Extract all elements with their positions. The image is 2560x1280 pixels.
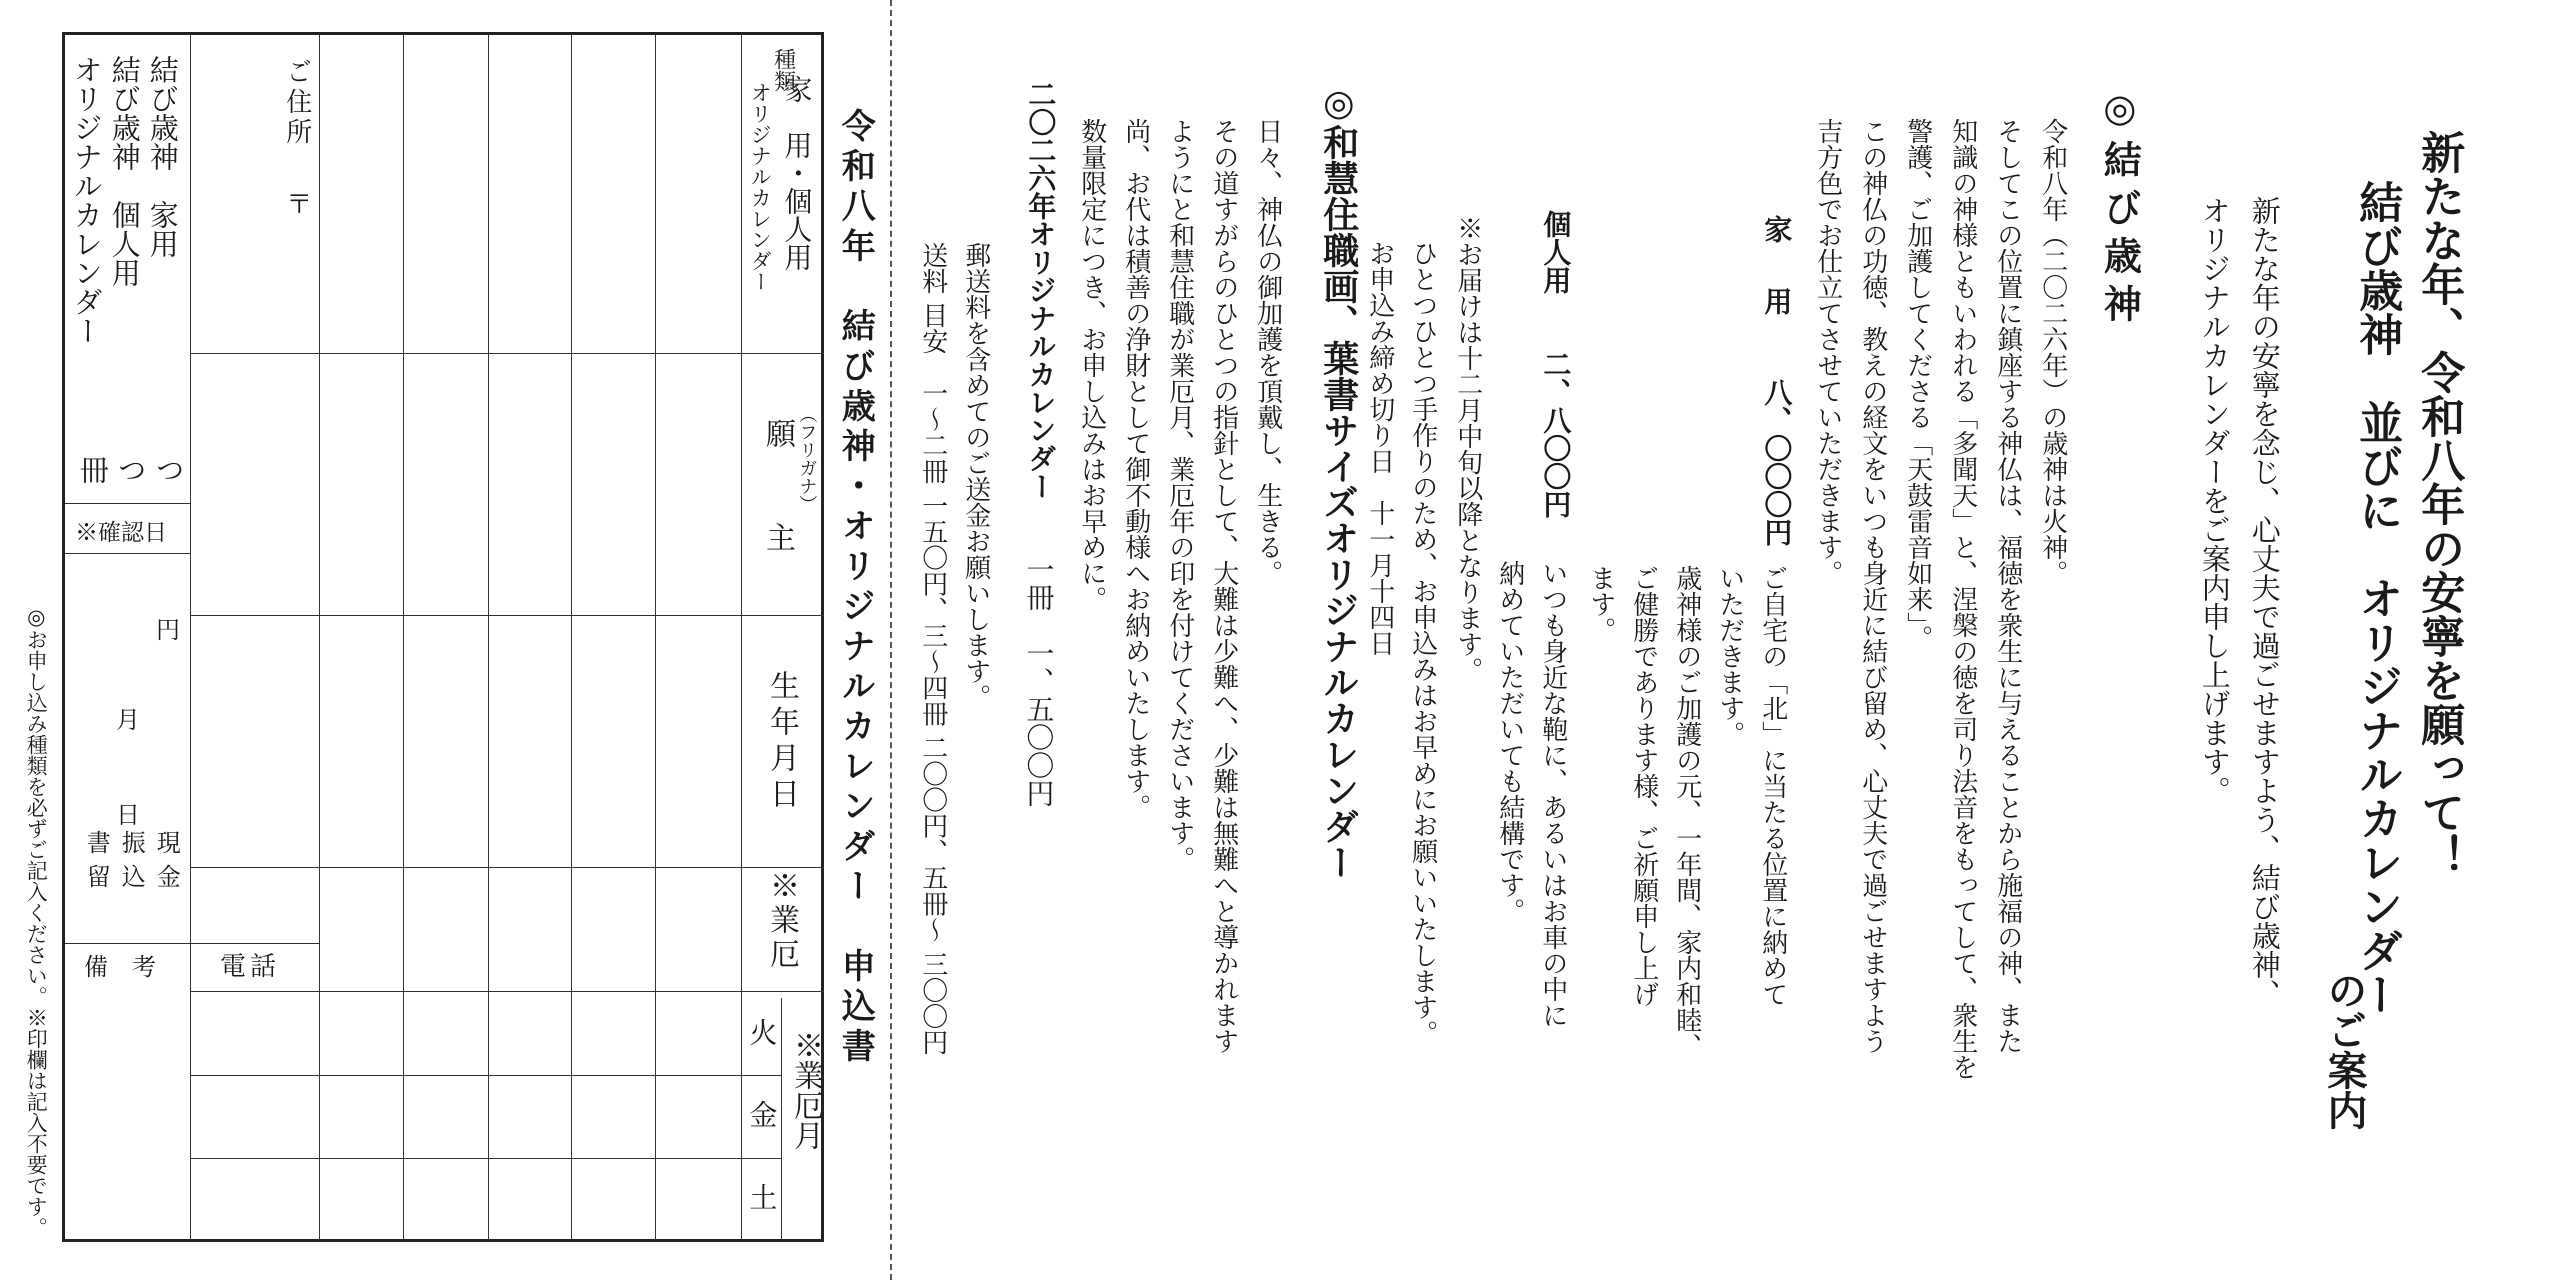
element-fire: 火 xyxy=(745,1018,779,1046)
count-unit: 冊 xyxy=(75,455,110,484)
home-use-note: いただきます。 xyxy=(1714,565,1745,747)
intro-title-line1: 新たな年、令和八年の安寧を願って！ xyxy=(2413,130,2465,878)
personal-use-label: 個人用 xyxy=(1539,210,1573,294)
toshigami-line: 吉方色でお仕立てさせていただきます。 xyxy=(1812,118,1843,586)
calendar-item-label: 二〇二六年オリジナルカレンダー xyxy=(1024,80,1058,500)
toshigami-line: 知識の神様ともいわれる「多聞天」と、涅槃の徳を司り法音をもってして、衆生を xyxy=(1947,118,1978,1080)
home-use-note: ます。 xyxy=(1585,565,1616,643)
calendar-line: 尚、お代は積善の浄財として御不動様へお納めいたします。 xyxy=(1120,118,1151,820)
type-value-line2: オリジナルカレンダー xyxy=(748,82,773,292)
element-metal: 金 xyxy=(745,1100,779,1128)
personal-use-note: 納めていただいても結構です。 xyxy=(1494,560,1525,924)
payment-cash: 現金 xyxy=(152,830,181,898)
confirm-label: ※確認日 xyxy=(75,520,167,546)
form-title: 令和八年 結び歳神・オリジナルカレンダー 申込書 xyxy=(835,108,876,1068)
delivery-note: ※お届けは十二月中旬以降となります。 xyxy=(1452,215,1483,683)
toshigami-line: 令和八年（二〇二六年）の歳神は火神。 xyxy=(2037,118,2068,586)
delivery-note: ひとつひとつ手作りのため、お申込みはお早めにお願いいたします。 xyxy=(1407,240,1438,1046)
shipping-note: 郵送料を含めてのご送金お願いします。 xyxy=(960,242,991,710)
phone-label: 電話 xyxy=(220,952,281,982)
delivery-note: お申込み締め切り日 十一月十四日 xyxy=(1364,240,1395,656)
applicant-ruby: （フリガナ） xyxy=(796,405,818,513)
birth-date-header: 生年月日 xyxy=(764,670,799,814)
toshigami-line: そしてこの位置に鎮座する神仏は、福徳を衆生に与えることから施福の神、また xyxy=(1992,118,2023,1054)
payment-registered: 書留 xyxy=(82,830,111,898)
applicant-header2: 主 xyxy=(760,522,795,552)
home-use-price: 八、〇〇〇円 xyxy=(1760,378,1794,546)
applicant-header: 願 xyxy=(760,418,795,448)
calendar-line: 日々、神仏の御加護を頂戴し、生きる。 xyxy=(1252,118,1283,586)
home-use-note: ご健勝であります様、ご祈願申し上げ xyxy=(1628,565,1659,1007)
item-personal-use: 結び歳神 個人用 xyxy=(107,55,142,287)
home-use-note: 歳神様のご加護の元、一年間、家内和睦、 xyxy=(1671,565,1702,1059)
intro-title-line3: のご案内 xyxy=(2321,970,2368,1130)
day-label: 日 xyxy=(116,801,140,829)
footer-note: ◎お申し込み種類を必ずご記入ください。※印欄は記入不要です。 xyxy=(24,605,49,1238)
calendar-heading: ◎和慧住職画、葉書サイズオリジナルカレンダー xyxy=(1317,82,1360,880)
item-calendar: オリジナルカレンダー xyxy=(69,55,104,345)
calendar-item-price: 一冊 一、五〇〇円 xyxy=(1022,555,1056,807)
intro-body-line1: 新たな年の安寧を念じ、心丈夫で過ごせますよう、結び歳神、 xyxy=(2247,196,2282,1008)
payment-transfer: 振込 xyxy=(117,830,146,898)
yakudoshi-month-header: ※業厄月 xyxy=(788,1030,823,1150)
shipping-rates: 送料 目安 一〜二冊 一五〇円、三〜四冊 二〇〇円、五冊〜 三〇〇円 xyxy=(917,242,948,1056)
count-unit: つ xyxy=(151,455,186,484)
postal-mark: 〒 xyxy=(281,190,312,216)
type-header: 種類 xyxy=(770,48,796,92)
type-value-line1: 家 用・個人用 xyxy=(780,75,814,271)
personal-use-price: 二、八〇〇円 xyxy=(1539,350,1573,518)
calendar-line: その道すがらのひとつの指針として、大難は少難へ、少難は無難へと導かれます xyxy=(1208,118,1239,1054)
toshigami-line: 警護、ご加護してくださる「天鼓雷音如来」。 xyxy=(1902,118,1933,651)
home-use-label: 家 用 xyxy=(1760,215,1794,323)
intro-body-line2: オリジナルカレンダーをご案内申し上げます。 xyxy=(2197,196,2232,805)
calendar-line: 数量限定につき、お申し込みはお早めに。 xyxy=(1076,118,1107,612)
calendar-line: ようにと和慧住職が業厄月、業厄年の印を付けてくださいます。 xyxy=(1164,118,1195,872)
address-label: ご住所 xyxy=(281,58,312,148)
remarks-label: 備 考 xyxy=(84,953,156,981)
personal-use-note: いつも身近な鞄に、あるいはお車の中に xyxy=(1537,560,1568,1028)
item-home-use: 結び歳神 家用 xyxy=(145,55,180,258)
month-label: 月 xyxy=(116,706,140,734)
toshigami-heading: ◎結び歳神 xyxy=(2097,85,2143,332)
cut-line xyxy=(890,0,892,1280)
toshigami-line: この神仏の功徳、教えの経文をいつも身近に結び留め、心丈夫で過ごせますよう xyxy=(1857,118,1888,1054)
home-use-note: ご自宅の「北」に当たる位置に納めて xyxy=(1757,565,1788,1007)
element-earth: 土 xyxy=(745,1183,779,1211)
count-unit: つ xyxy=(113,455,148,484)
yakudoshi-header: ※業厄 xyxy=(764,870,799,972)
yen-label: 円 xyxy=(156,616,180,644)
intro-title-line2: 結び歳神 並びに オリジナルカレンダー xyxy=(2351,180,2403,1016)
